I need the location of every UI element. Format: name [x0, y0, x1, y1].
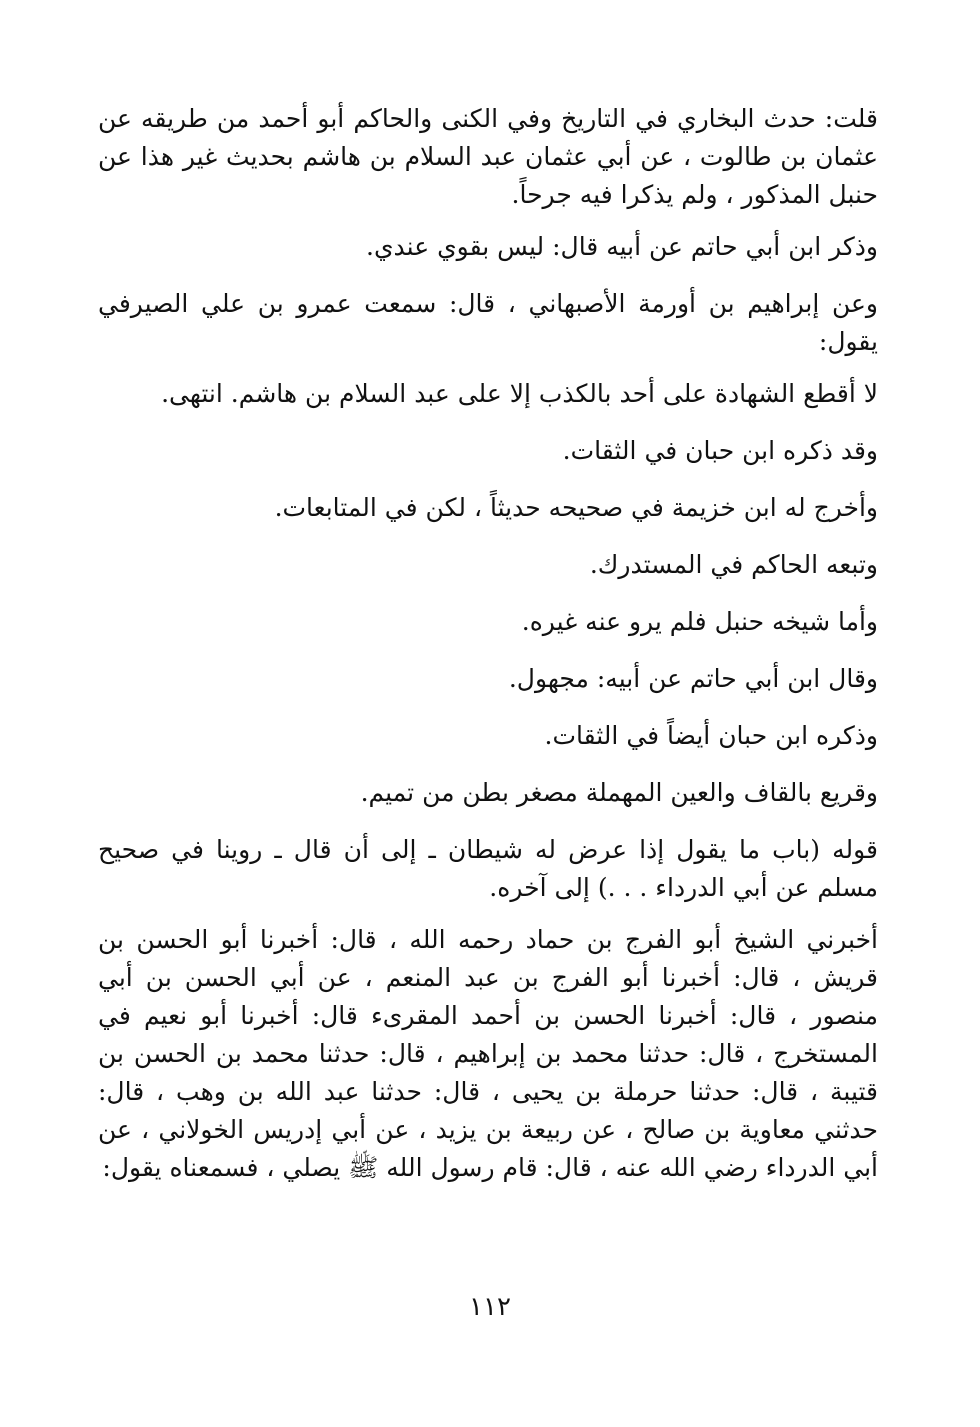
paragraph-bab-heading: قوله (باب ما يقول إذا عرض له شيطان ـ إلى أن قال ـ روينا في صحيح مسلم عن أبي الدرداء . . .) إلى آخره. — [98, 835, 878, 902]
paragraph-ibn-khuzayma: وأخرج له ابن خزيمة في صحيحه حديثاً ، لكن في المتابعات. — [274, 493, 878, 522]
page-body — [98, 100, 878, 1197]
paragraph-isnad: أخبرني الشيخ أبو الفرج بن حماد رحمه الله ، قال: أخبرنا أبو الحسن بن قريش ، قال: أخبرنا أبو الفرج بن عبد المنعم ، عن أبي الحسن بن أبي منصور ، قال: أخبرنا الحسن بن أحمد المقرىء قال: أخبرنا أبو نعيم في المستخرج ، قال: حدثنا محمد بن إبراهيم ، قال: حدثنا محمد بن الحسن بن قتيبة ، قال: حدثنا حرملة بن يحيى ، قال: حدثنا عبد الله بن وهب ، قال: حدثني معاوية بن صالح ، عن ربيعة بن يزيد ، عن أبي إدريس الخولاني ، عن أبي الدرداء رضي الله عنه ، قال: قام رسول الله ﷺ يصلي ، فسمعناه يقول: — [98, 925, 879, 1182]
paragraph-majhul: وقال ابن أبي حاتم عن أبيه: مجهول. — [508, 664, 878, 693]
paragraph-quote: لا أقطع الشهادة على أحد بالكذب إلا على عبد السلام بن هاشم. انتهى. — [161, 379, 878, 408]
paragraph-ibn-hibban: وقد ذكره ابن حبان في الثقات. — [562, 436, 878, 465]
paragraph-thiqat: وذكره ابن حبان أيضاً في الثقات. — [544, 721, 878, 750]
paragraph-ibn-awrama: وعن إبراهيم بن أورمة الأصبهاني ، قال: سمعت عمرو بن علي الصيرفي يقول: — [98, 289, 878, 356]
paragraph-qurai: وقريع بالقاف والعين المهملة مصغر بطن من تميم. — [360, 778, 878, 807]
paragraph-hakim: وتبعه الحاكم في المستدرك. — [589, 550, 878, 579]
paragraph-bukhari-note: قلت: حدث البخاري في التاريخ وفي الكنى والحاكم أبو أحمد من طريقه عن عثمان بن طالوت ، عن أبي عثمان عبد السلام بن هاشم بحديث غير هذا عن حنبل المذكور ، ولم يذكرا فيه جرحاً. — [98, 104, 878, 209]
paragraph-abi-hatim: وذكر ابن أبي حاتم عن أبيه قال: ليس بقوي عندي. — [366, 232, 878, 261]
page-number: ١١٢ — [469, 1292, 511, 1322]
paragraph-hanbal: وأما شيخه حنبل فلم يرو عنه غيره. — [521, 607, 878, 636]
